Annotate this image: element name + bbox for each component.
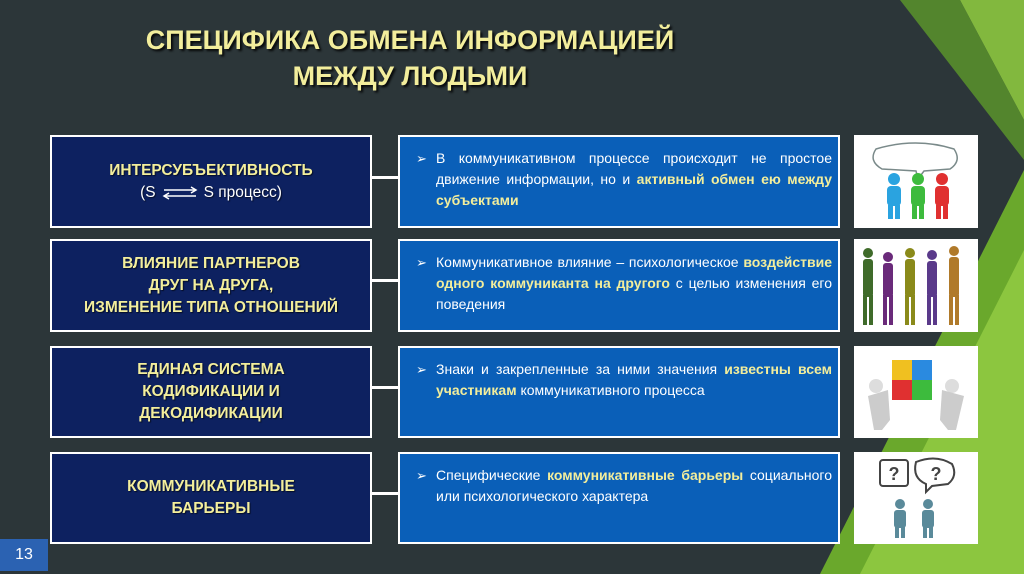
- description-text: [436, 148, 832, 211]
- description-box-2: [398, 239, 840, 332]
- topic-label: ВЛИЯНИЕ ПАРТНЕРОВ: [122, 254, 300, 272]
- arrow-bullet-icon: ➢: [416, 468, 427, 483]
- text-part: Специфические: [436, 467, 541, 483]
- highlight-text: воздействие одного коммуниканта на другого: [436, 254, 832, 291]
- bidirectional-arrow-icon: [162, 186, 198, 200]
- text-part: коммуникативного процесса: [520, 382, 705, 398]
- sub-label-start: (S: [140, 183, 156, 201]
- connector-line: [372, 279, 398, 282]
- text-part: Коммуникативное влияние – психологическое: [436, 254, 739, 270]
- topic-label: ИЗМЕНЕНИЕ ТИПА ОТНОШЕНИЙ: [83, 298, 339, 316]
- slide-title: [60, 22, 760, 94]
- text-part: социального или психологического характера: [436, 467, 832, 504]
- topic-sub-label: [140, 182, 282, 204]
- topic-label: ЕДИНАЯ СИСТЕМА: [137, 361, 285, 378]
- topic-box-intersubjectivity: [50, 135, 372, 228]
- topic-label: ДРУГ НА ДРУГА,: [148, 276, 274, 294]
- highlight-text: активный обмен ею между субъектами: [436, 171, 832, 208]
- text-part: с целью изменения его поведения: [436, 275, 832, 312]
- sub-label-end: S процесс): [203, 183, 282, 201]
- connector-line: [372, 386, 398, 389]
- title-line-1: СПЕЦИФИКА ОБМЕНА ИНФОРМАЦИЕЙ: [145, 25, 675, 55]
- arrow-bullet-icon: ➢: [416, 362, 427, 377]
- connector-line: [372, 492, 398, 495]
- svg-text:?: ?: [930, 464, 942, 484]
- text-part: Знаки и закрепленные за ними значения: [436, 361, 718, 377]
- title-line-2: МЕЖДУ ЛЮДЬМИ: [292, 61, 528, 91]
- people-silhouettes-icon: [854, 239, 978, 332]
- topic-label: ДЕКОДИФИКАЦИИ: [139, 405, 283, 422]
- description-box-1: [398, 135, 840, 228]
- topic-label: ИНТЕРСУБЪЕКТИВНОСТЬ: [109, 161, 313, 179]
- description-text: [436, 359, 832, 401]
- arrow-bullet-icon: ➢: [416, 255, 427, 270]
- topic-box-partner-influence: [50, 239, 372, 332]
- topic-box-barriers: [50, 452, 372, 544]
- description-box-4: [398, 452, 840, 544]
- text-part: В коммуникативном процессе происходит не простое движение информации, но и: [436, 150, 832, 187]
- svg-text:?: ?: [888, 464, 900, 484]
- question-bubbles-people-icon: [854, 452, 978, 544]
- connector-line: [372, 176, 398, 179]
- speech-bubbles-people-icon: [854, 135, 978, 228]
- description-text: [436, 252, 832, 315]
- topic-label: КОММУНИКАТИВНЫЕ: [127, 478, 295, 495]
- topic-label: БАРЬЕРЫ: [171, 500, 251, 517]
- description-box-3: [398, 346, 840, 438]
- description-text: [436, 465, 832, 507]
- topic-box-coding-system: [50, 346, 372, 438]
- highlight-text: известны всем участникам: [436, 361, 832, 398]
- page-number: 13: [0, 539, 48, 571]
- puzzle-people-icon: [854, 346, 978, 438]
- topic-label: КОДИФИКАЦИИ И: [142, 383, 280, 400]
- highlight-text: коммуникативные барьеры: [547, 467, 744, 483]
- arrow-bullet-icon: ➢: [416, 151, 427, 166]
